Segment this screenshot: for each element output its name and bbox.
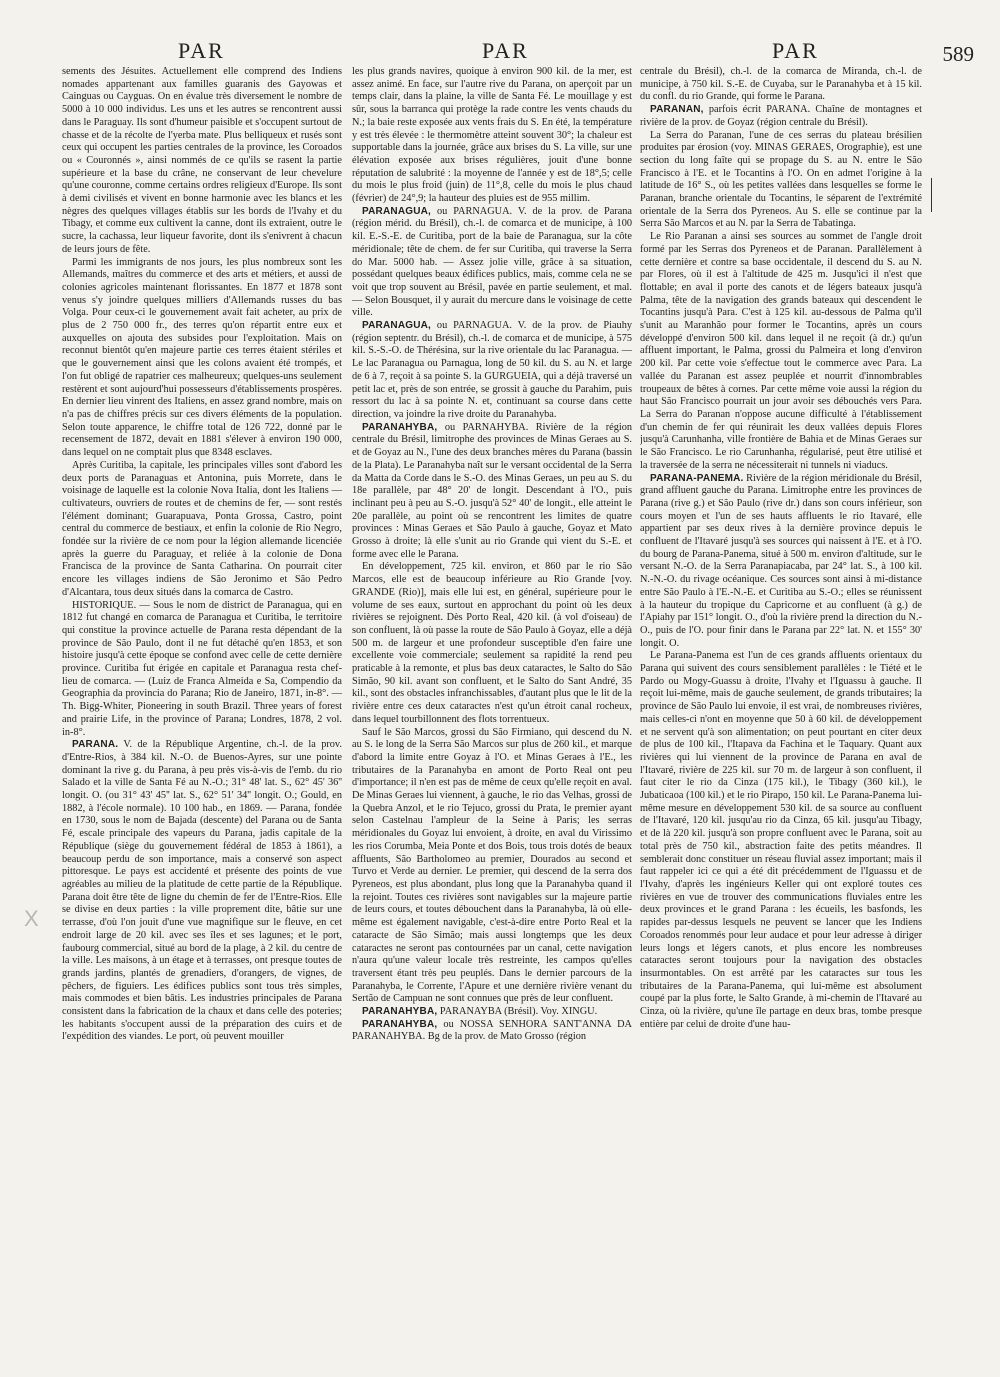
entry-text: parfois écrit PARANA. Chaîne de montagnes et rivière de la prov. de Goyaz (région centrale du Brésil).: [640, 104, 922, 128]
entry-text: Après Curitiba, la capitale, les principales villes sont d'abord les deux ports de Paranaguas et Antonina, puis Morrete, dans le voisinage de laquelle est la colonie Nova Italia, dont les Italiens — cultivateurs, ouvriers de routes et de chemins de fer, — sont restés l'élément dominant; Guarapuava, Ponta Grossa, Castro, point central du commerce de bestiaux, et enfin la colonie de Rio Negro, fondée sur la rivière de ce nom pour la légion allemande licenciée après la guerre du Paraguay, et reliée à la colonie de Dona Francisca de la province de Santa Catharina. On pourrait citer encore les villages indiens de São Jeronimo et São Pedro d'Alcantara, tous deux situés dans la comarca de Castro.: [62, 459, 342, 598]
entry-headword: PARANAGUA,: [362, 205, 432, 217]
entry-text: sements des Jésuites. Actuellement elle comprend des Indiens nomades appartenant aux familles guaranis des Gayowas et Cainguas ou Cayguas. On en évalue très diversement le nombre de 5000 à 10 000 individus. Les uns et les autres se rencontrent aussi dans le Paraguay. Ils sont d'humeur paisible et s'occupent surtout de chasse et de la récolte de l'yerba mate. Plus belliqueux et rusés sont ceux qui occupent les parties centrales de la province, les Coroados ou « Couronnés », ainsi nommés de ce qu'ils se rasent la partie supérieure et la base du crâne, ne conservant de leur chevelure qu'une couronne, comme certains ordres religieux d'Europe. Ils sont à demi civilisés et vivent en bonne harmonie avec les blancs et les nègres des quelques villages établis sur les bords de l'Ivahy et du Tibagy, et comme eux cultivent la canne, dont ils extraient, outre le sucre, la cachassa, leur liqueur favorite, dont ils s'enivrent à chacun de leurs jours de fête.: [62, 66, 342, 255]
margin-rule: [931, 178, 932, 212]
entry-text: En développement, 725 kil. environ, et 860 par le rio São Marcos, elle est de beaucoup inférieure au Rio Grande [voy. GRANDE (Rio)], mais elle lui est, en général, supérieure pour le volume de ses eaux, surtout en approchant du point où les deux rivières se rejoignent. Dès Porto Real, 420 kil. (à vol d'oiseau) de son confluent, là où passe la route de São Paulo à Goyaz, elle a déjà 500 m. de largeur et une profondeur susceptible d'en faire une excellente voie commerciale; seulement sa rapidité la rend peu praticable à la remonte, et plus bas deux cataractes, le Salto do São Simão, 90 kil. avant son confluent, et le Salto do Sant André, 35 kil., sont des obstacles infranchissables, d'autant plus que le lit de la rivière entre ces deux cataractes n'est qu'un étroit canal rocheux, dans lequel tourbillonnent des flots torrentueux.: [352, 561, 632, 725]
entry-text: V. de la République Argentine, ch.-l. de la prov. d'Entre-Rios, à 384 kil. N.-O. de Buenos-Ayres, sur une pointe dominant la rive g. du Parana, à peu près vis-à-vis de l'emb. du rio Salado et la ville de Santa Fé au N.-O.; 31° 48' lat. S., 62° 45' 36'' longit. O. (ou 31° 43' 45'' lat. S., 62° 51' 34'' longit. O.; Gould, en 1882, à l'école normale). 10 100 hab., en 1869. — Parana, fondée en 1730, sous le nom de Bajada (descente) del Parana ou de Santa Fé, escale principale des vapeurs du Parana, jadis capitale de la République (siège du gouvernement fédéral de 1853 à 1861), a beaucoup perdu de son importance, mais a conservé son aspect pittoresque. Le pays est accidenté et présente des points de vue agréables au milieu de la platitude de cette partie de la République. Parana doit être tête de ligne du chemin de fer de l'Entre-Rios. Elle se divise en deux parties : la ville proprement dite, bâtie sur une terrasse, d'où l'on jouit d'une vue magnifique sur le fleuve, en cet endroit large de 20 kil. avec ses îles et ses lagunes; et le port, faubourg commercial, situé au bord de la plage, à 2 kil. du centre de la ville. Les maisons, à un étage et à terrasses, ont presque toutes de grands jardins, plantés de grenadiers, d'orangers, de vignes, de pêchers, de figuiers. Les édifices publics sont tous très simples, mais commodes et bien bâtis. Les industries principales de Parana consistent dans la fabrication de la chaux et dans celle des poteries; les habitants s'occupent aussi de la préparation des cuirs et de l'expédition des viandes. Le port, où peuvent mouiller: [62, 739, 342, 1043]
page-number: 589: [942, 42, 974, 66]
entry-text: ou PARNAHYBA. Rivière de la région centrale du Brésil, limitrophe des provinces de Minas Geraes au S. et de Goyaz au N., l'une des deux branches mères du Parana (bassin de la Plata). Le Paranahyba naît sur le versant occidental de la Serra da Matta da Corde dans le S.-O. des Minas Geraes, un peu au S. du 18e parallèle, par 48° 20' de longit. Descendant à l'O., puis inclinant peu à peu au S.-O. jusqu'à 52° 40' de longit., elle atteint le 20e parallèle, au point où se rencontrent les limites de quatre provinces : Minas Geraes et São Paulo à gauche, Goyaz et Mato Grosso à droite; là elle s'unit au rio Grande qui vient du S.-E. et forme avec elle le Parana.: [352, 421, 632, 560]
entry-text: Le Rio Paranan a ainsi ses sources au sommet de l'angle droit formé par les Serras dos Pyreneos et de Paranan. Parallèlement à cette dernière et contre sa base occidentale, il descend du S. au N. par Flores, où il est à l'altitude de 425 m. Jusqu'ici il n'est que flottable; en aval il porte des canots et de légers bateaux jusqu'à Palma, tête de la navigation des grands bateaux qui descendent le Tocantins jusqu'à Para. C'est à 125 kil. au-dessous de Palma qu'il s'unit au Maranhão pour former le Tocantins, après un cours développé d'environ 500 kil. dans lequel il ne reçoit (à dr.) qu'un affluent important, le Palma, grossi du Palmeira et long d'environ 200 kil. Par cette voie s'effectue tout le commerce avec Para. La vallée du Paranan est assez peuplée et nourrit d'innombrables troupeaux de bêtes à cornes. Par cette même voie aussi la région du haut São Francisco pourrait un jour avoir ses débouchés vers Para. La Serra do Paranan n'oppose aucune difficulté à l'établissement d'un chemin de fer qui réunirait les deux vallées depuis Flores jusqu'à Carunhanha, ville frontière de Bahia et de Minas Geraes sur le São Francisco. Le rio Carunhanha, régularisé, peut être utilisé et la traversée de la serra ne nécessiterait ni tunnels ni viaducs.: [640, 231, 922, 471]
entry-text: centrale du Brésil), ch.-l. de la comarca de Miranda, ch.-l. de municipe, à 750 kil. S.-E. de Cuyaba, sur le Paranahyba et à 15 kil. du confl. du rio Grande, qui forme le Parana.: [640, 66, 922, 103]
entry-text: HISTORIQUE. — Sous le nom de district de Paranagua, qui en 1812 fut changé en comarca de Paranagua et Curitiba, le territoire qui constitue la province actuelle de Parana resta dépendant de la province de São Paulo, dont il ne fut détaché qu'en 1853, et son histoire jusqu'à cette époque se confond avec celle de cette dernière province. Curitiba fut érigée en capitale et Paranagua resta chef-lieu de comarca. — (Luiz de Franca Almeida e Sa, Compendio da Geographia da provincia do Parana; Rio de Janeiro, 1871, in-8°. — Th. Bigg-Whiter, Pioneering in south Brazil. Three years of forest and prairie Life, in the province of Parana; Londres, 1878, 2 vol. in-8°.: [62, 599, 342, 738]
entry-text: La Serra do Paranan, l'une de ces serras du plateau brésilien produites par érosion (voy. MINAS GERAES, Orographie), est une section du long faîte qui se propage du S. au N. entre le São Francisco à l'E. et le Tocantins à l'O. On en admet l'origine à la latitude de 16° S., où les petites vallées dans lesquelles se forme le Paranan, branche orientale du Tocantins, le séparent de l'extrémité orientale de la Serra dos Pyreneos. Au S. elle se continue par la Serra São Marcos et au N. par la Serra de Tabatinga.: [640, 129, 922, 230]
paragraph: [640, 231, 922, 472]
dictionary-entry: [640, 473, 922, 651]
entry-headword: PARANA-PANEMA.: [650, 472, 744, 484]
entry-text: Parmi les immigrants de nos jours, les plus nombreux sont les Allemands, maîtres du commerce et des arts et métiers, et aussi de colonies agricoles maintenant florissantes. En 1877 et 1878 sont venus s'y joindre quelques milliers d'Allemands russes du bas Volga. Pour ceux-ci le gouvernement avait fait acheter, au prix de plus de 2 750 000 fr., des terres qu'on répartit entre eux et auxquelles on ajouta des subsides pour l'exploitation. Mais on reconnut bientôt qu'en majeure partie ces terres étaient stériles et que le gouvernement ainsi que les colons avaient été trompés, et l'on fut obligé de rapatrier ces malheureux; quelques-uns seulement restèrent et sont aujourd'hui possesseurs d'établissements prospères. En dernier lieu vinrent des Italiens, en assez grand nombre, mais on n'a pas de chiffres précis sur ces divers éléments de la population. Selon toute apparence, le chiffre total de 126 722, donné par le recensement de 1872, devait en 1881 s'élever à environ 190 000, dans lequel on ne comptait plus que 8348 esclaves.: [62, 256, 342, 459]
entry-headword: PARANAHYBA,: [362, 1018, 438, 1030]
paragraph: [62, 600, 342, 740]
paragraph: [640, 130, 922, 232]
entry-text: ou PARNAGUA. V. de la prov. de Piauhy (région septentr. du Brésil), ch.-l. de comarca et de municipe, à 575 kil. S.-S.-O. de Thérésina, sur la rive orientale du lac Paranagua. — Le lac Paranagua ou Parnagua, long de 50 kil. du S. au N. et large de 6 à 7, reçoit à sa pointe S. la GURGUEIA, qui a déjà traversé un petit lac et, près de son entrée, se grossit à gauche du Parahim, puis ressort du lac à sa pointe N. et, continuant sa course dans cette direction, va joindre la rive droite du Paranahyba.: [352, 320, 632, 420]
dictionary-entry: [62, 739, 342, 1044]
entry-headword: PARANAN,: [650, 104, 704, 116]
dictionary-entry: [352, 320, 632, 422]
paragraph: [640, 650, 922, 1031]
paragraph: [352, 727, 632, 1006]
entry-text: PARANAYBA (Brésil). Voy. XINGU.: [437, 1006, 598, 1018]
entry-text: Le Parana-Panema est l'un de ces grands affluents orientaux du Parana qui suivent des cours sensiblement parallèles : le Tiété et le Pardo ou Mogy-Guassu à droite, l'Ivahy et l'Iguassu à gauche. Il reçoit lui-même, mais de gauche seulement, de grands tributaires; la province de São Paulo lui envoie, il est vrai, de nombreuses rivières, mais celles-ci n'ont en moyenne que 50 à 60 kil. de développement et ne servent qu'à son alimentation; on peut pourtant en citer deux de plus de 100 kil., l'Itapava da Fachina et le Taquary. Quant aux rivières qui lui viennent de la province de Parana en aval de l'Itavaré, rivière de 225 kil. sur 70 m. de largeur à son confluent, il faut citer le rio da Cinza (175 kil.), le Tibagy (360 kil.), le Jubaticaoa (100 kil.) et le rio Pirapo, 150 kil. Le Parana-Panema lui-même mesure en développement 530 kil. de sa source au confluent de l'Itavaré, 120 kil. jusqu'au rio da Cinza, 65 kil. jusqu'au Tibagy, et de là 220 kil. jusqu'à son propre confluent avec le Parana, soit au total près de 750 kil., abstraction faite des petits méandres. Il semblerait donc constituer un réseau fluvial assez important; mais il faut rappeler ici ce qui a été dit précédemment de l'Iguassu et de l'Ivahy, d'après les ingénieurs Keller qui ont exploré toutes ces rivières en vue de trouver des communications fluviales entre les deux provinces et le grand Parana : les écueils, les basfonds, les rapides par-dessus lesquels ne peuvent se lancer que les Indiens Coroados renommés pour leur audace et pour leur adresse à diriger leurs longs et légers canots, et plus encore les nombreuses cataractes seront toujours pour la navigation des obstacles insurmontables. On est arrêté par les cataractes sur tous les tributaires de la Parana-Panema, qui lui-même est absolument coupé par la plus forte, le Salto Grande, à mi-chemin de l'Itavaré au Cinza, où la rivière, qu'une île partage en deux bras, tombe presque entière par celui de droite d'une hau-: [640, 650, 922, 1030]
entry-text: Rivière de la région méridionale du Brésil, grand affluent gauche du Parana. Limitrophe entre les provinces de Parana (rive g.) et São Paulo (rive dr.) dans son cours inférieur, son cours moyen et l'un de ses hauts affluents le rio Itavaré, elle appartient par ses deux rives à la dernière province depuis le confluent de l'Itavaré jusqu'à ses sources qui naissent à l'E. et à l'O. du bourg de Parana-Panema, situé à 500 m. environ d'altitude, sur le versant N.-O. de la Serra Paranapiacaba, par 24° lat. S., à 100 kil. N.-N.-O. du rivage océanique. Ces sources sont ainsi à mi-distance entre São Paulo à l'E.-N.-E. et Curitiba au S.-O.; elles se réunissent à la hauteur du tropique du Capricorne et au confluent (à g.) de l'Apiahy par 151° longit. O., d'où la rivière prend la direction du N.-O., puis de l'O. pour finir dans le Parana par 22° lat. N. et 155° 30' longit. O.: [640, 472, 922, 649]
header-center-headword: PAR: [482, 38, 529, 63]
paragraph: [640, 66, 922, 104]
entry-headword: PARANAHYBA,: [362, 1006, 438, 1018]
header-left-headword: PAR: [178, 38, 225, 63]
dictionary-entry: [352, 422, 632, 562]
paragraph: [62, 460, 342, 600]
entry-headword: PARANAHYBA,: [362, 421, 438, 433]
dictionary-entry: [352, 1006, 632, 1019]
entry-text: ou PARNAGUA. V. de la prov. de Parana (région mérid. du Brésil), ch.-l. de comarca et de municipe, à 100 kil. E.-S.-E. de Curitiba, port de la baie de Paranagua, sur la côte méridionale; tête de chem. de fer sur Curitiba, qui traverse la Serra do Mar. 5000 hab. — Assez jolie ville, grâce à sa situation, possédant quelques beaux édifices publics, mais, comme cela ne se voit que trop souvent au Brésil, pavée en partie seulement, et mal. — Selon Bousquet, il y aurait du mercure dans le voisinage de cette ville.: [352, 205, 632, 319]
text-column-3: [640, 66, 922, 1366]
margin-pencil-mark: X: [24, 906, 39, 931]
entry-headword: PARANA.: [72, 739, 119, 751]
dictionary-entry: [352, 1019, 632, 1044]
entry-text: Sauf le São Marcos, grossi du São Firmiano, qui descend du N. au S. le long de la Serra São Marcos sur plus de 260 kil., et marque d'abord la limite entre Goyaz à l'O. et Minas Geraes à l'E., les tributaires de la Paranahyba en amont de Porto Real ont peu d'importance; il n'en est pas de même de ceux qu'elle reçoit en aval. De Minas Geraes lui viennent, à gauche, le rio das Velhas, grossi de la Quebra Anzol, et le rio Tejuco, grossi du Prata, le premier ayant selon Castelnau l'ampleur de la Seine à Paris; les serras méridionales du Goyaz lui envoient, à droite, en aval du Virissimo les rios Corumba, Meia Ponte et dos Bois, tous trois dotés de beaux affluents, São Bartholomeo au premier, Dourados au second et Turvo et Verde au dernier. Le premier, qui descend de la serra dos Pyreneos, est plus abondant, plus long que la Paranahyba quand il la rejoint. Toutes ces rivières sont navigables sur la majeure partie de leurs cours, et toutes débouchent dans la Paranahyba, là où elle-même est également navigable, c'est-à-dire entre Porto Real et la cataracte de São Simão; mais aussi longtemps que les deux cataractes ne seront pas contournées par un canal, cette navigation n'aura qu'une valeur locale très restreinte, les campos qu'elles traversent étant très peu peuplés. Dans le dernier parcours de la Paranahyba, le Corrente, l'Apure et une dernière rivière venant du Sertão de Campuan ne sont connues que près de leur confluent.: [352, 726, 632, 1005]
entry-headword: PARANAGUA,: [362, 320, 432, 332]
entry-text: ou NOSSA SENHORA SANT'ANNA DA PARANAHYBA. Bg de la prov. de Mato Grosso (région: [352, 1018, 632, 1043]
dictionary-entry: [352, 206, 632, 320]
paragraph: [352, 66, 632, 206]
header-right-headword: PAR: [772, 38, 819, 63]
paragraph: [62, 66, 342, 257]
paragraph: [352, 561, 632, 726]
entry-text: les plus grands navires, quoique à environ 900 kil. de la mer, est assez animé. En face, sur l'autre rive du Parana, on aperçoit par un temps clair, dans la plaine, la ville de Santa Fé. Le mouillage y est sûr, sous la barranca qui protège la rade contre les vents chauds du N.; la baie reste exposée aux vents frais du S. En été, la température y est très élevée : le thermomètre atteint souvent 30°; la chaleur est supportable dans la journée, grâce aux brises du S. La ville, sur une élévation exposée aux brises régulières, jouit d'une bonne réputation de salubrité : la moyenne de l'année y est de 18°,5; celle du mois le plus froid (juin) de 11°,8, celle du mois le plus chaud (février) de 24°,9; la hauteur des pluies est de 955 millim.: [352, 66, 632, 205]
text-column-1: [62, 66, 342, 1366]
text-column-2: [352, 66, 632, 1366]
dictionary-entry: [640, 104, 922, 129]
paragraph: [62, 257, 342, 460]
